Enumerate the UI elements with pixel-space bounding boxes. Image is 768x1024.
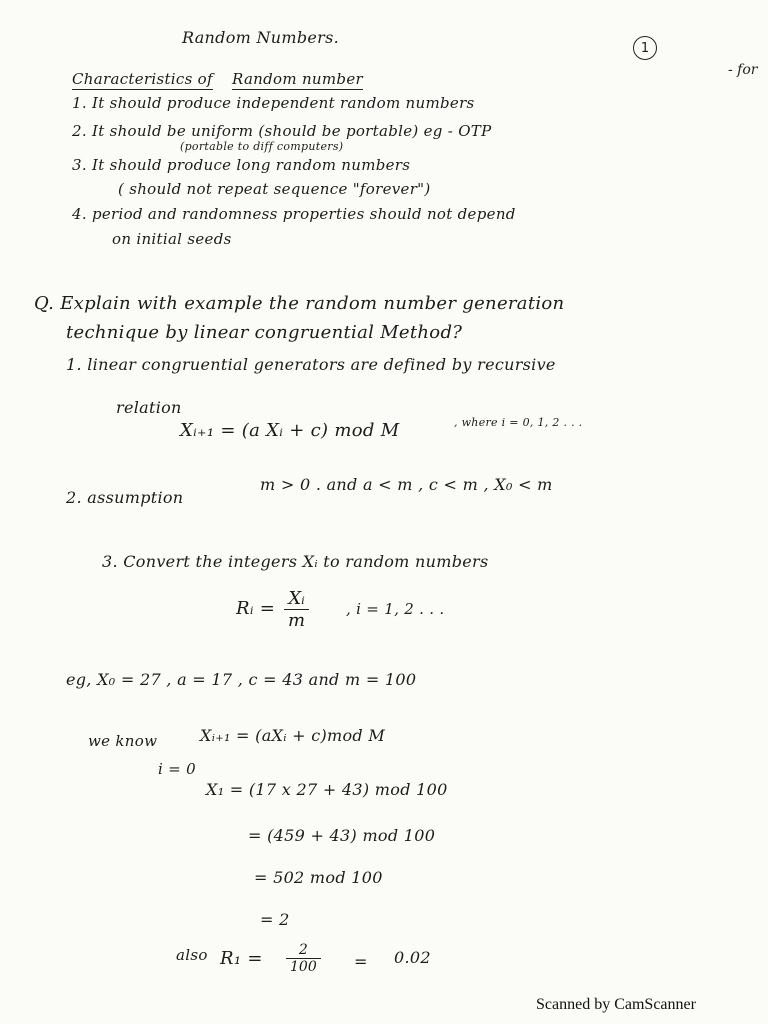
r1-value: 0.02 — [394, 948, 431, 967]
random-number-fraction — [284, 588, 309, 631]
fraction-numerator: Xᵢ — [284, 588, 309, 610]
margin-note: - for — [728, 62, 758, 78]
page-title: Random Numbers. — [182, 28, 340, 47]
step-1-text-cont: relation — [116, 398, 182, 417]
x1-step-c: = 2 — [260, 910, 290, 929]
fraction-denominator: m — [288, 610, 306, 631]
r1-equals: = — [354, 952, 368, 971]
we-know-formula: Xᵢ₊₁ = (aXᵢ + c)mod M — [200, 726, 386, 745]
step-2-assumption: m > 0 . and a < m , c < m , X₀ < m — [260, 475, 553, 494]
r1-denominator: 100 — [290, 959, 317, 975]
lcg-formula-where: , where i = 0, 1, 2 . . . — [454, 416, 583, 429]
characteristic-item-3-note: ( should not repeat sequence "forever") — [118, 180, 431, 198]
step-1-text: 1. linear congruential generators are defined by recursive — [66, 355, 556, 374]
characteristic-item-4-cont: on initial seeds — [112, 230, 232, 248]
r1-lhs: R₁ = — [220, 948, 263, 969]
also-label: also — [176, 946, 208, 964]
question-line-2: technique by linear congruential Method? — [66, 322, 463, 343]
scanner-watermark: Scanned by CamScanner — [536, 996, 696, 1013]
step-3-text: 3. Convert the integers Xᵢ to random numbers — [102, 552, 489, 571]
lcg-formula: Xᵢ₊₁ = (a Xᵢ + c) mod M — [180, 420, 400, 441]
i-equals-zero: i = 0 — [158, 760, 196, 778]
random-number-lhs: Rᵢ = — [236, 598, 276, 619]
characteristic-item-1: 1. It should produce independent random numbers — [72, 94, 475, 112]
r1-fraction — [286, 942, 321, 975]
step-2-label: 2. assumption — [66, 488, 184, 507]
x1-step-a: = (459 + 43) mod 100 — [248, 826, 436, 845]
example-given: eg, X₀ = 27 , a = 17 , c = 43 and m = 100 — [66, 670, 417, 689]
r1-numerator: 2 — [286, 942, 321, 959]
characteristic-item-2-note: (portable to diff computers) — [180, 140, 344, 153]
question-line-1: Q. Explain with example the random number generation — [34, 293, 565, 314]
page-number: 1 — [633, 36, 657, 60]
x1-step-b: = 502 mod 100 — [254, 868, 383, 887]
characteristics-heading-left: Characteristics of — [72, 70, 213, 88]
characteristic-item-4: 4. period and randomness properties should not depend — [72, 205, 516, 223]
characteristics-heading-right: Random number — [232, 70, 363, 88]
characteristic-item-2: 2. It should be uniform (should be portable) eg - OTP — [72, 122, 492, 140]
random-number-range: , i = 1, 2 . . . — [346, 600, 445, 618]
we-know-label: we know — [88, 732, 158, 750]
characteristic-item-3: 3. It should produce long random numbers — [72, 156, 411, 174]
x1-calculation: X₁ = (17 x 27 + 43) mod 100 — [206, 780, 448, 799]
